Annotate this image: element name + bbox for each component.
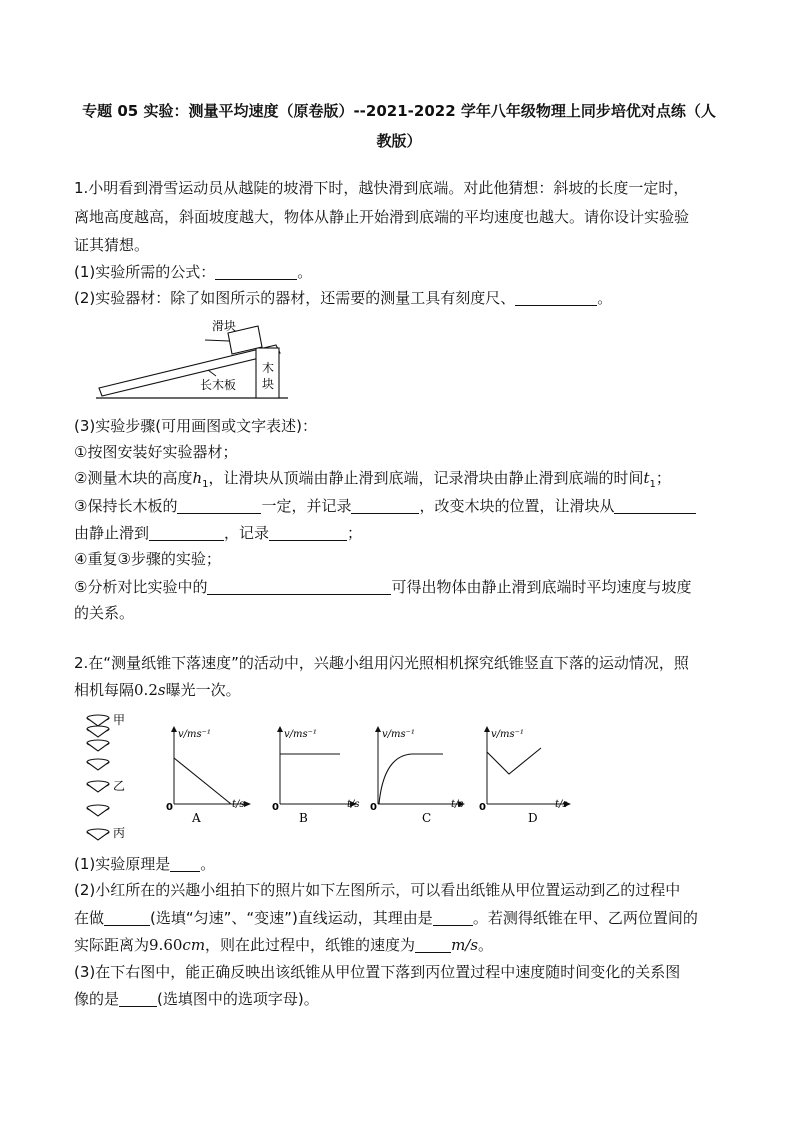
q2-part3-line2 — [74, 987, 319, 1012]
q1-step3-text-e: ，记录 — [224, 524, 270, 542]
q1-part2-text: (2)实验器材：除了如图所示的器材，还需要的测量工具有刻度尺、 — [74, 289, 516, 307]
graph-c-xlabel: t/s — [451, 799, 464, 810]
h-symbol: h — [192, 469, 203, 487]
q1-part1 — [74, 260, 312, 285]
q1-step5-text-a: ⑤分析对比实验中的 — [74, 578, 208, 596]
graph-b — [272, 726, 360, 825]
q2-part2-line3 — [74, 933, 493, 958]
q1-step2 — [74, 466, 671, 497]
q2-part3-blank[interactable] — [119, 990, 157, 1007]
interval-value: 0.2 — [134, 681, 158, 699]
board-leader-line — [208, 370, 216, 376]
graph-c-curve — [379, 754, 443, 804]
q1-step3-blank-2[interactable] — [351, 497, 419, 514]
q2-part1-blank[interactable] — [170, 855, 200, 872]
q1-part2-blank[interactable] — [515, 289, 597, 306]
q1-step3-text-a: ③保持长木板的 — [74, 497, 178, 515]
t-symbol: t — [643, 469, 650, 487]
q2-stem-text-a: 相机每隔 — [74, 681, 135, 699]
falling-cones-figure — [84, 712, 138, 842]
slider-label: 滑块 — [212, 319, 237, 333]
graph-c-label: C — [422, 811, 432, 825]
block-label-2: 块 — [262, 377, 275, 391]
cone-label-yi: 乙 — [113, 779, 126, 793]
graph-a — [166, 726, 251, 825]
cone-label-jia: 甲 — [113, 713, 126, 727]
q2-part2-text-end2: 。 — [478, 936, 494, 954]
q1-step1: ①按图安装好实验器材； — [74, 443, 238, 461]
q1-step4: ④重复③步骤的实验； — [74, 550, 221, 568]
q1-step3-blank-4[interactable] — [149, 524, 224, 541]
graph-d-ylabel: v/ms⁻¹ — [491, 729, 524, 740]
q2-part2-text-end: 。若测得纸锥在甲、乙两位置间的 — [472, 909, 698, 927]
cone-4 — [87, 759, 109, 770]
graph-b-ylabel: v/ms⁻¹ — [284, 729, 317, 740]
graph-a-line — [174, 758, 231, 804]
q1-step2-text-b: ，让滑块从顶端由静止滑到底端，记录滑块由静止滑到底端的时间 — [208, 469, 644, 487]
q1-part1-end: 。 — [297, 263, 313, 281]
q1-stem-line-3: 证其猜想。 — [74, 236, 150, 254]
h-subscript: 1 — [202, 479, 209, 490]
q2-part2-text-a: 在做 — [74, 909, 105, 927]
cone-3 — [87, 740, 109, 751]
q1-part1-blank[interactable] — [215, 263, 297, 280]
graph-a-xlabel: t/s — [232, 799, 245, 810]
q1-step3-blank-1[interactable] — [177, 497, 261, 514]
board-label: 长木板 — [200, 378, 237, 392]
vt-graphs-figure — [160, 718, 580, 828]
graph-d-label: D — [528, 811, 538, 825]
cone-2 — [87, 726, 109, 737]
q2-part3-text-b: (选填图中的选项字母)。 — [157, 990, 319, 1008]
q2-part1-text: (1)实验原理是 — [74, 855, 171, 873]
q2-part2-line2 — [74, 906, 698, 931]
cone-7 — [87, 829, 109, 840]
q2-part3-line1: (3)在下右图中，能正确反映出该纸锥从甲位置下落到丙位置过程中速度随时间变化的关系图 — [74, 963, 681, 981]
q1-step3-line1 — [74, 494, 696, 519]
interval-unit: s — [157, 681, 166, 699]
q2-part3-text-a: 像的是 — [74, 990, 120, 1008]
graph-d — [479, 726, 571, 825]
q1-step5-line1 — [74, 575, 691, 600]
q2-part2-blank-1[interactable] — [104, 909, 150, 926]
q2-part2-blank-2[interactable] — [433, 909, 473, 926]
q2-stem-line-2 — [74, 678, 241, 703]
cone-5 — [87, 781, 109, 792]
document-title — [74, 96, 724, 156]
graph-c-ylabel: v/ms⁻¹ — [382, 729, 415, 740]
graph-a-ylabel: v/ms⁻¹ — [178, 729, 211, 740]
q1-stem-line-1: 1.小明看到滑雪运动员从越陡的坡滑下时，越快滑到底端。对此他猜想：斜坡的长度一定时， — [74, 179, 689, 197]
q1-step3-text-d: 由静止滑到 — [74, 524, 150, 542]
graph-b-origin: 0 — [272, 802, 279, 813]
q1-part1-text: (1)实验所需的公式： — [74, 263, 216, 281]
cone-6 — [87, 805, 109, 816]
distance-unit: cm — [182, 936, 206, 954]
q1-step3-line2 — [74, 521, 362, 546]
q1-step5-blank[interactable] — [207, 578, 391, 595]
q1-step3-blank-3[interactable] — [614, 497, 696, 514]
q2-part2-blank-3[interactable] — [415, 936, 451, 953]
q1-step3-text-b: 一定，并记录 — [261, 497, 352, 515]
q2-part2-text-d: ，则在此过程中，纸锥的速度为 — [205, 936, 416, 954]
q1-step5-line2: 的关系。 — [74, 604, 135, 622]
q2-part2-text-c: 实际距离为 — [74, 936, 150, 954]
q2-part2-line1: (2)小红所在的兴趣小组拍下的照片如下左图所示，可以看出纸锥从甲位置运动到乙的过程中 — [74, 881, 681, 899]
q1-step2-end: ； — [655, 469, 671, 487]
graph-d-origin: 0 — [479, 802, 486, 813]
cone-label-bing: 丙 — [113, 826, 126, 840]
q2-stem-line-1: 2.在“测量纸锥下落速度”的活动中，兴趣小组用闪光照相机探究纸锥竖直下落的运动情况，照 — [74, 654, 689, 672]
q1-stem-line-2: 离地高度越高，斜面坡度越大，物体从静止开始滑到底端的平均速度也越大。请你设计实验验 — [74, 208, 690, 226]
q1-part3: (3)实验步骤(可用画图或文字表述)： — [74, 417, 317, 435]
graph-b-label: B — [299, 811, 308, 825]
q2-part2-text-b: (选填“匀速”、“变速”)直线运动，其理由是 — [150, 909, 433, 927]
q2-part1-end: 。 — [200, 855, 216, 873]
graph-a-origin: 0 — [166, 802, 173, 813]
q2-stem-text-b: 曝光一次。 — [165, 681, 241, 699]
graph-c-origin: 0 — [370, 802, 377, 813]
q2-part1 — [74, 852, 215, 877]
graph-a-label: A — [192, 811, 201, 825]
q1-step3-end: ； — [347, 524, 363, 542]
q1-step3-text-c: ，改变木块的位置，让滑块从 — [419, 497, 615, 515]
distance-value: 9.60 — [149, 936, 183, 954]
q1-step2-text-a: ②测量木块的高度 — [74, 469, 193, 487]
long-board — [99, 345, 280, 396]
q1-part2-end: 。 — [597, 289, 613, 307]
q1-step3-blank-5[interactable] — [269, 524, 347, 541]
title-line-2: 教版） — [376, 132, 422, 150]
title-line-1: 专题 05 实验：测量平均速度（原卷版）--2021-2022 学年八年级物理上同步培优对点练（人 — [82, 102, 716, 120]
speed-unit: m/s — [451, 936, 479, 954]
q1-step5-text-b: 可得出物体由静止滑到底端时平均速度与坡度 — [391, 578, 692, 596]
slider-leader-line — [205, 340, 229, 341]
graph-d-line — [487, 748, 541, 774]
graph-b-xlabel: t/s — [347, 799, 360, 810]
incline-figure — [96, 312, 296, 404]
cone-1 — [87, 715, 109, 726]
q1-part2 — [74, 286, 612, 311]
graph-d-xlabel: t/s — [555, 799, 568, 810]
block-label-1: 木 — [262, 361, 275, 375]
t-subscript: 1 — [649, 479, 656, 490]
graph-c — [370, 726, 465, 825]
